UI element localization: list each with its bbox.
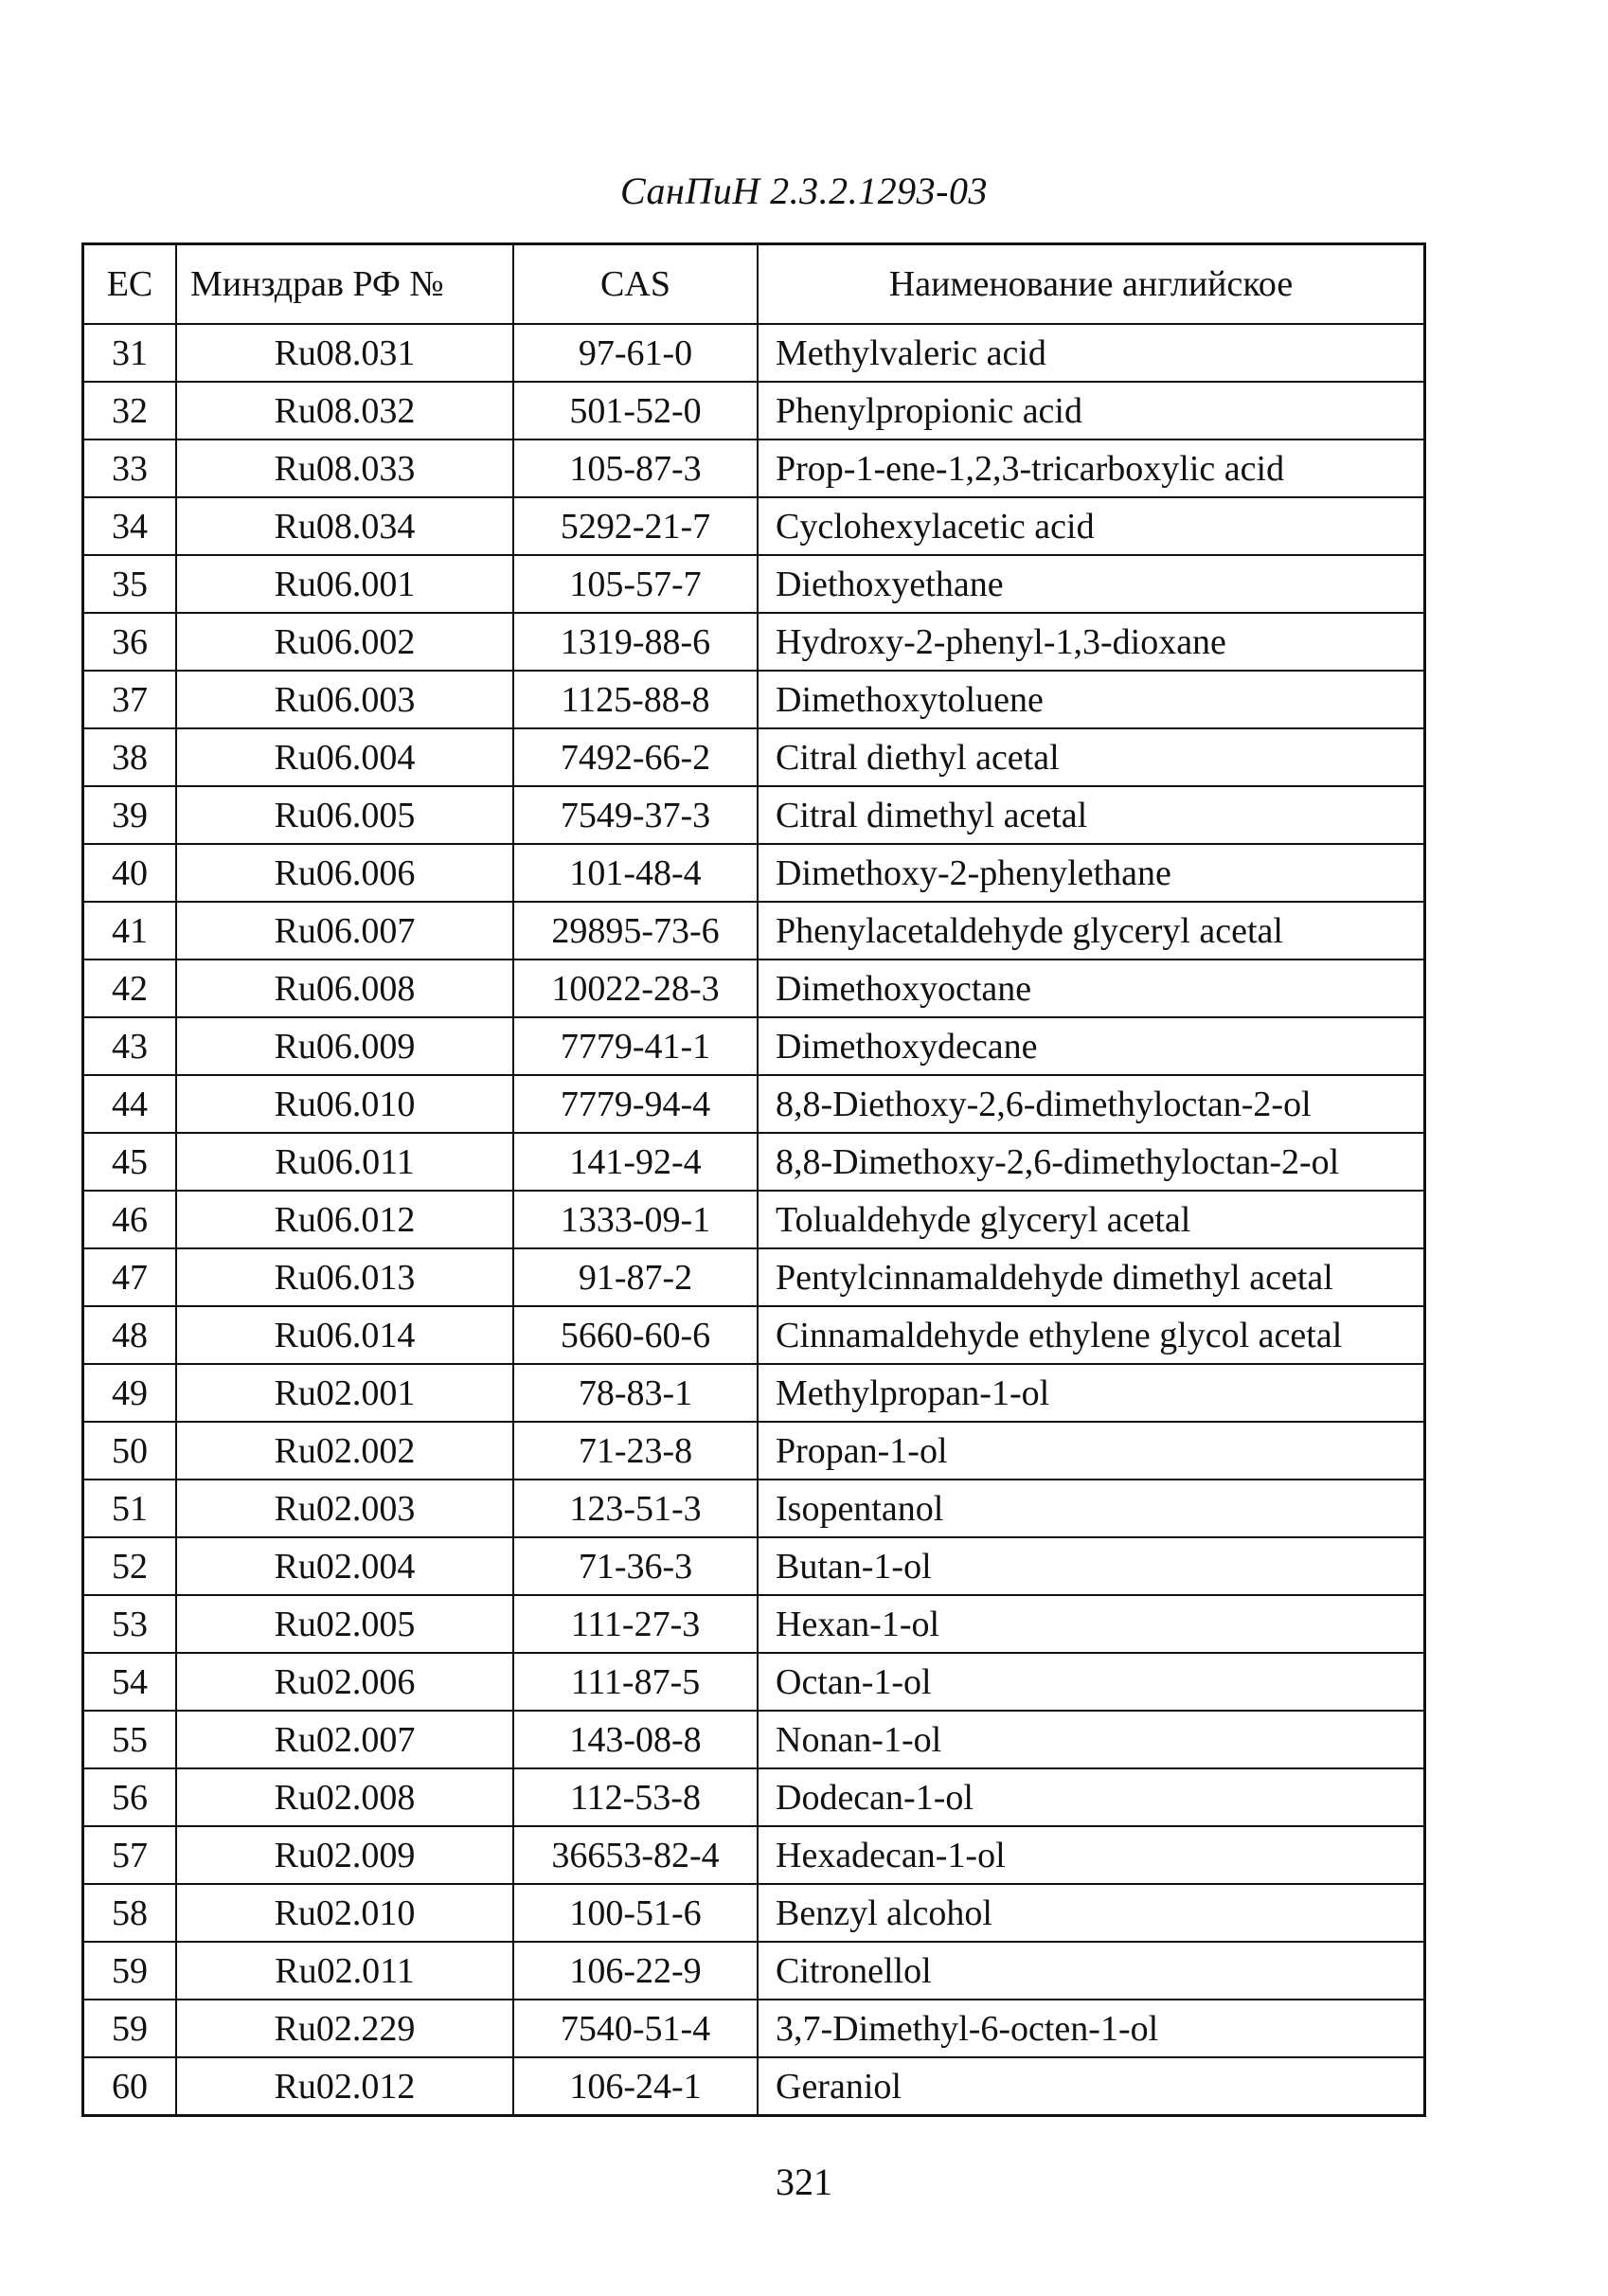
- cell-ec: 42: [83, 960, 177, 1017]
- cell-ec: 55: [83, 1711, 177, 1768]
- cell-english-name: 3,7-Dimethyl-6-octen-1-ol: [758, 2000, 1425, 2057]
- table-row: [83, 1480, 1425, 1537]
- cell-cas: 91-87-2: [513, 1248, 758, 1306]
- page-number: 321: [776, 2161, 832, 2203]
- table-row: [83, 1017, 1425, 1075]
- cell-ec: 38: [83, 728, 177, 786]
- table-row: [83, 1306, 1425, 1364]
- table-row: [83, 786, 1425, 844]
- cell-cas: 106-24-1: [513, 2057, 758, 2116]
- cell-cas: 5660-60-6: [513, 1306, 758, 1364]
- cell-cas: 97-61-0: [513, 324, 758, 382]
- table-row: [83, 1884, 1425, 1942]
- cell-cas: 141-92-4: [513, 1133, 758, 1191]
- cell-ec: 39: [83, 786, 177, 844]
- cell-cas: 111-27-3: [513, 1595, 758, 1653]
- cell-english-name: Diethoxyethane: [758, 555, 1425, 613]
- table-row: [83, 613, 1425, 671]
- cell-ec: 46: [83, 1191, 177, 1248]
- cell-minzdrav: Ru06.013: [176, 1248, 513, 1306]
- cell-cas: 7779-41-1: [513, 1017, 758, 1075]
- cell-cas: 105-57-7: [513, 555, 758, 613]
- cell-minzdrav: Ru06.002: [176, 613, 513, 671]
- cell-english-name: Citronellol: [758, 1942, 1425, 2000]
- cell-cas: 71-36-3: [513, 1537, 758, 1595]
- table-row: [83, 1191, 1425, 1248]
- table-row: [83, 324, 1425, 382]
- cell-cas: 111-87-5: [513, 1653, 758, 1711]
- cell-minzdrav: Ru06.004: [176, 728, 513, 786]
- cell-minzdrav: Ru02.011: [176, 1942, 513, 2000]
- cell-cas: 501-52-0: [513, 382, 758, 439]
- cell-english-name: Pentylcinnamaldehyde dimethyl acetal: [758, 1248, 1425, 1306]
- cell-ec: 59: [83, 2000, 177, 2057]
- table-row: [83, 439, 1425, 497]
- cell-ec: 37: [83, 671, 177, 728]
- cell-ec: 34: [83, 497, 177, 555]
- cell-english-name: Benzyl alcohol: [758, 1884, 1425, 1942]
- table-row: [83, 902, 1425, 960]
- cell-english-name: Phenylpropionic acid: [758, 382, 1425, 439]
- cell-english-name: Dimethoxytoluene: [758, 671, 1425, 728]
- cell-minzdrav: Ru02.006: [176, 1653, 513, 1711]
- cell-cas: 143-08-8: [513, 1711, 758, 1768]
- cell-minzdrav: Ru06.008: [176, 960, 513, 1017]
- cell-english-name: Propan-1-ol: [758, 1422, 1425, 1480]
- table-row: [83, 555, 1425, 613]
- cell-ec: 52: [83, 1537, 177, 1595]
- cell-ec: 53: [83, 1595, 177, 1653]
- table-row: [83, 1768, 1425, 1826]
- cell-minzdrav: Ru06.010: [176, 1075, 513, 1133]
- table-header: [83, 244, 1425, 325]
- table-row: [83, 728, 1425, 786]
- cell-english-name: Butan-1-ol: [758, 1537, 1425, 1595]
- substances-table: [81, 242, 1426, 2117]
- cell-cas: 7540-51-4: [513, 2000, 758, 2057]
- table-row: [83, 1075, 1425, 1133]
- cell-cas: 1125-88-8: [513, 671, 758, 728]
- cell-cas: 7779-94-4: [513, 1075, 758, 1133]
- cell-ec: 48: [83, 1306, 177, 1364]
- cell-minzdrav: Ru02.003: [176, 1480, 513, 1537]
- cell-ec: 57: [83, 1826, 177, 1884]
- cell-english-name: Phenylacetaldehyde glyceryl acetal: [758, 902, 1425, 960]
- table-row: [83, 844, 1425, 902]
- cell-ec: 59: [83, 1942, 177, 2000]
- cell-ec: 41: [83, 902, 177, 960]
- cell-ec: 49: [83, 1364, 177, 1422]
- table-row: [83, 671, 1425, 728]
- table-row: [83, 1248, 1425, 1306]
- table-row: [83, 497, 1425, 555]
- cell-ec: 35: [83, 555, 177, 613]
- column-header-minzdrav: Минздрав РФ №: [176, 244, 513, 325]
- table-row: [83, 1422, 1425, 1480]
- cell-cas: 36653-82-4: [513, 1826, 758, 1884]
- cell-english-name: Methylvaleric acid: [758, 324, 1425, 382]
- cell-cas: 106-22-9: [513, 1942, 758, 2000]
- cell-minzdrav: Ru02.009: [176, 1826, 513, 1884]
- cell-cas: 100-51-6: [513, 1884, 758, 1942]
- cell-minzdrav: Ru08.032: [176, 382, 513, 439]
- cell-english-name: Citral dimethyl acetal: [758, 786, 1425, 844]
- cell-cas: 10022-28-3: [513, 960, 758, 1017]
- cell-english-name: Prop-1-ene-1,2,3-tricarboxylic acid: [758, 439, 1425, 497]
- cell-english-name: Dimethoxyoctane: [758, 960, 1425, 1017]
- page-title: СанПиН 2.3.2.1293-03: [620, 170, 988, 212]
- table-body: [83, 324, 1425, 2116]
- cell-cas: 5292-21-7: [513, 497, 758, 555]
- cell-minzdrav: Ru02.008: [176, 1768, 513, 1826]
- table-row: [83, 1364, 1425, 1422]
- cell-ec: 31: [83, 324, 177, 382]
- cell-minzdrav: Ru08.031: [176, 324, 513, 382]
- cell-ec: 43: [83, 1017, 177, 1075]
- table-row: [83, 960, 1425, 1017]
- cell-minzdrav: Ru02.004: [176, 1537, 513, 1595]
- cell-english-name: 8,8-Diethoxy-2,6-dimethyloctan-2-ol: [758, 1075, 1425, 1133]
- cell-english-name: Nonan-1-ol: [758, 1711, 1425, 1768]
- cell-minzdrav: Ru02.229: [176, 2000, 513, 2057]
- cell-cas: 101-48-4: [513, 844, 758, 902]
- table-row: [83, 2057, 1425, 2116]
- cell-minzdrav: Ru06.014: [176, 1306, 513, 1364]
- cell-cas: 112-53-8: [513, 1768, 758, 1826]
- cell-minzdrav: Ru02.005: [176, 1595, 513, 1653]
- cell-english-name: Dodecan-1-ol: [758, 1768, 1425, 1826]
- cell-english-name: 8,8-Dimethoxy-2,6-dimethyloctan-2-ol: [758, 1133, 1425, 1191]
- cell-minzdrav: Ru06.005: [176, 786, 513, 844]
- cell-ec: 36: [83, 613, 177, 671]
- cell-english-name: Isopentanol: [758, 1480, 1425, 1537]
- cell-english-name: Hydroxy-2-phenyl-1,3-dioxane: [758, 613, 1425, 671]
- table-row: [83, 1711, 1425, 1768]
- cell-ec: 45: [83, 1133, 177, 1191]
- table-row: [83, 1826, 1425, 1884]
- cell-ec: 32: [83, 382, 177, 439]
- cell-cas: 105-87-3: [513, 439, 758, 497]
- table-row: [83, 382, 1425, 439]
- cell-minzdrav: Ru06.003: [176, 671, 513, 728]
- cell-english-name: Tolualdehyde glyceryl acetal: [758, 1191, 1425, 1248]
- cell-cas: 78-83-1: [513, 1364, 758, 1422]
- cell-minzdrav: Ru06.011: [176, 1133, 513, 1191]
- table-row: [83, 1653, 1425, 1711]
- table-row: [83, 1595, 1425, 1653]
- cell-english-name: Cinnamaldehyde ethylene glycol acetal: [758, 1306, 1425, 1364]
- cell-ec: 50: [83, 1422, 177, 1480]
- cell-english-name: Citral diethyl acetal: [758, 728, 1425, 786]
- cell-cas: 1333-09-1: [513, 1191, 758, 1248]
- cell-cas: 7492-66-2: [513, 728, 758, 786]
- cell-ec: 54: [83, 1653, 177, 1711]
- cell-ec: 51: [83, 1480, 177, 1537]
- cell-english-name: Methylpropan-1-ol: [758, 1364, 1425, 1422]
- cell-minzdrav: Ru08.034: [176, 497, 513, 555]
- cell-english-name: Hexadecan-1-ol: [758, 1826, 1425, 1884]
- cell-minzdrav: Ru06.012: [176, 1191, 513, 1248]
- header-row: [83, 244, 1425, 325]
- cell-english-name: Dimethoxydecane: [758, 1017, 1425, 1075]
- cell-ec: 60: [83, 2057, 177, 2116]
- table-row: [83, 1942, 1425, 2000]
- cell-english-name: Cyclohexylacetic acid: [758, 497, 1425, 555]
- column-header-english-name: Наименование английское: [758, 244, 1425, 325]
- cell-cas: 7549-37-3: [513, 786, 758, 844]
- cell-cas: 29895-73-6: [513, 902, 758, 960]
- column-header-cas: CAS: [513, 244, 758, 325]
- cell-ec: 56: [83, 1768, 177, 1826]
- table-row: [83, 2000, 1425, 2057]
- table-row: [83, 1133, 1425, 1191]
- cell-ec: 44: [83, 1075, 177, 1133]
- cell-minzdrav: Ru06.006: [176, 844, 513, 902]
- cell-ec: 40: [83, 844, 177, 902]
- cell-minzdrav: Ru08.033: [176, 439, 513, 497]
- cell-english-name: Hexan-1-ol: [758, 1595, 1425, 1653]
- cell-ec: 58: [83, 1884, 177, 1942]
- cell-minzdrav: Ru02.010: [176, 1884, 513, 1942]
- cell-english-name: Octan-1-ol: [758, 1653, 1425, 1711]
- cell-minzdrav: Ru02.007: [176, 1711, 513, 1768]
- cell-ec: 47: [83, 1248, 177, 1306]
- cell-cas: 1319-88-6: [513, 613, 758, 671]
- table-row: [83, 1537, 1425, 1595]
- cell-minzdrav: Ru06.007: [176, 902, 513, 960]
- cell-minzdrav: Ru06.009: [176, 1017, 513, 1075]
- cell-minzdrav: Ru02.002: [176, 1422, 513, 1480]
- cell-english-name: Dimethoxy-2-phenylethane: [758, 844, 1425, 902]
- cell-ec: 33: [83, 439, 177, 497]
- cell-minzdrav: Ru02.001: [176, 1364, 513, 1422]
- cell-cas: 71-23-8: [513, 1422, 758, 1480]
- cell-english-name: Geraniol: [758, 2057, 1425, 2116]
- cell-minzdrav: Ru02.012: [176, 2057, 513, 2116]
- cell-minzdrav: Ru06.001: [176, 555, 513, 613]
- column-header-ec: ЕС: [83, 244, 177, 325]
- cell-cas: 123-51-3: [513, 1480, 758, 1537]
